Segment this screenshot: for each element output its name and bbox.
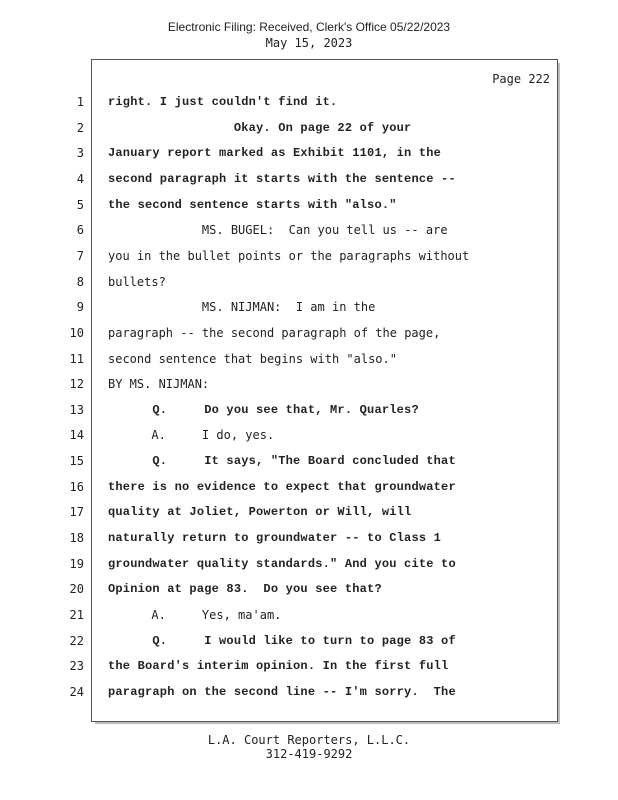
transcript-line bbox=[0, 275, 618, 295]
line-number: 13 bbox=[69, 402, 84, 417]
filing-stamp: Electronic Filing: Received, Clerk's Office 05/22/2023 bbox=[167, 20, 451, 34]
footer-company: L.A. Court Reporters, L.L.C. bbox=[207, 733, 411, 747]
line-number: 20 bbox=[69, 582, 84, 597]
transcript-line bbox=[0, 428, 618, 448]
line-text: paragraph on the second line -- I'm sorry. The bbox=[108, 684, 456, 699]
transcript-line bbox=[0, 659, 618, 679]
transcript-line bbox=[0, 198, 618, 218]
transcript-line bbox=[0, 249, 618, 269]
transcript-line bbox=[0, 557, 618, 577]
line-text: January report marked as Exhibit 1101, in the bbox=[108, 146, 442, 161]
transcript-line bbox=[0, 582, 618, 602]
transcript-line bbox=[0, 95, 618, 115]
transcript-line bbox=[0, 685, 618, 705]
transcript-line bbox=[0, 326, 618, 346]
line-text: there is no evidence to expect that groundwater bbox=[108, 479, 456, 494]
line-text: MS. BUGEL: Can you tell us -- are bbox=[108, 223, 448, 238]
line-number: 16 bbox=[69, 479, 84, 494]
line-text: Q. It says, "The Board concluded that bbox=[108, 454, 456, 469]
transcript-line bbox=[0, 121, 618, 141]
line-number: 11 bbox=[69, 351, 84, 366]
transcript-line bbox=[0, 300, 618, 320]
line-number: 7 bbox=[76, 248, 84, 263]
transcript-line bbox=[0, 505, 618, 525]
transcript-line bbox=[0, 634, 618, 654]
transcript-line bbox=[0, 608, 618, 628]
line-number: 6 bbox=[76, 223, 84, 238]
line-number: 23 bbox=[69, 659, 84, 674]
line-number: 21 bbox=[69, 608, 84, 622]
line-text: A. Yes, ma'am. bbox=[108, 608, 282, 622]
line-text: bullets? bbox=[108, 274, 166, 289]
transcript-line bbox=[0, 377, 618, 397]
line-text: Q. I would like to turn to page 83 of bbox=[108, 633, 456, 648]
line-number: 9 bbox=[76, 300, 84, 315]
line-number: 5 bbox=[76, 197, 84, 212]
line-text: right. I just couldn't find it. bbox=[108, 95, 338, 109]
line-number: 19 bbox=[69, 556, 84, 571]
line-text: paragraph -- the second paragraph of the page, bbox=[108, 325, 441, 340]
page-number: Page 222 bbox=[492, 72, 550, 86]
line-text: groundwater quality standards." And you cite to bbox=[108, 556, 456, 571]
line-number: 8 bbox=[76, 274, 84, 289]
line-number: 15 bbox=[69, 454, 84, 469]
transcript-line bbox=[0, 480, 618, 500]
line-text: second sentence that begins with "also." bbox=[108, 351, 397, 366]
line-number: 1 bbox=[76, 95, 84, 109]
line-text: quality at Joliet, Powerton or Will, will bbox=[108, 505, 412, 520]
line-number: 3 bbox=[76, 146, 84, 161]
line-number: 24 bbox=[69, 684, 84, 699]
line-text: the second sentence starts with "also." bbox=[108, 197, 397, 212]
transcript-line bbox=[0, 146, 618, 166]
line-number: 18 bbox=[69, 531, 84, 546]
line-text: second paragraph it starts with the sentence -- bbox=[108, 171, 456, 186]
line-text: Opinion at page 83. Do you see that? bbox=[108, 582, 382, 597]
transcript-line bbox=[0, 172, 618, 192]
transcript-line bbox=[0, 531, 618, 551]
line-text: Q. Do you see that, Mr. Quarles? bbox=[108, 402, 419, 417]
line-number: 22 bbox=[69, 633, 84, 648]
line-text: A. I do, yes. bbox=[108, 428, 275, 443]
line-text: BY MS. NIJMAN: bbox=[108, 377, 210, 392]
line-number: 2 bbox=[76, 120, 84, 135]
line-text: you in the bullet points or the paragraphs without bbox=[108, 248, 470, 263]
line-number: 12 bbox=[69, 377, 84, 392]
transcript-date: May 15, 2023 bbox=[265, 36, 353, 50]
line-text: the Board's interim opinion. In the first full bbox=[108, 659, 449, 674]
line-number: 10 bbox=[69, 325, 84, 340]
transcript-line bbox=[0, 403, 618, 423]
line-number: 14 bbox=[69, 428, 84, 443]
footer-phone: 312-419-9292 bbox=[265, 747, 353, 761]
line-text: naturally return to groundwater -- to Class 1 bbox=[108, 531, 442, 546]
line-number: 17 bbox=[69, 505, 84, 520]
line-number: 4 bbox=[76, 171, 84, 186]
transcript-line bbox=[0, 454, 618, 474]
line-text: MS. NIJMAN: I am in the bbox=[108, 300, 376, 315]
transcript-line bbox=[0, 223, 618, 243]
transcript-line bbox=[0, 352, 618, 372]
line-text: Okay. On page 22 of your bbox=[108, 120, 412, 135]
